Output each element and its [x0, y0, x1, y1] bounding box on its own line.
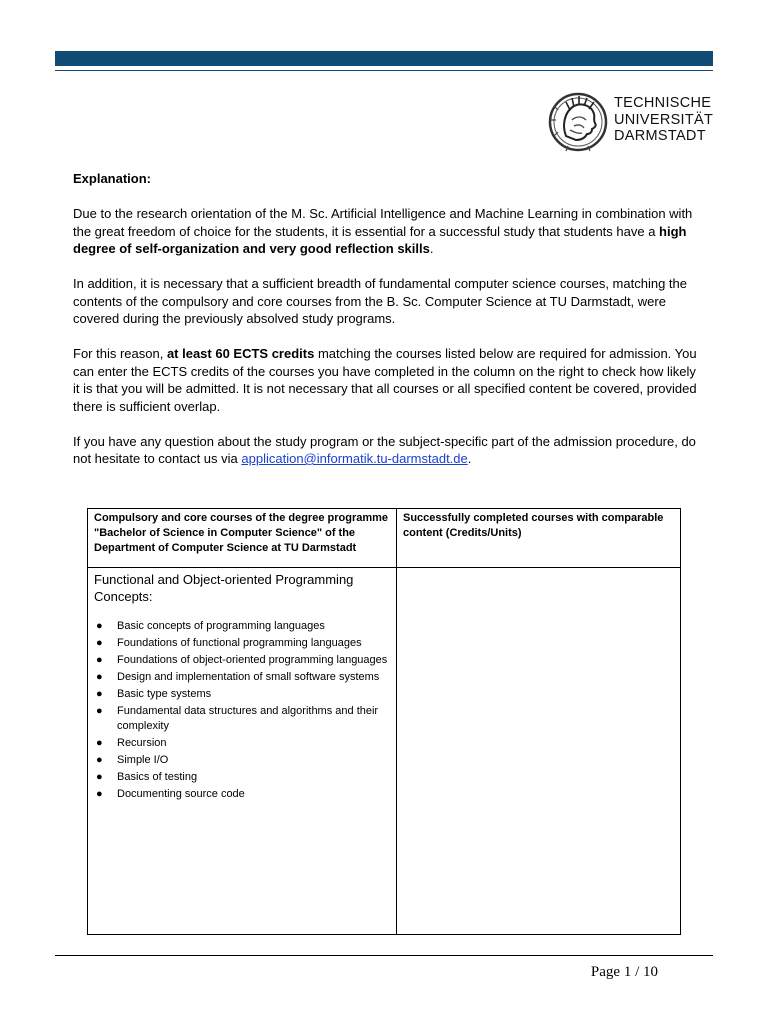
header-bar	[55, 51, 713, 66]
completed-courses-cell[interactable]	[397, 568, 681, 935]
list-item: ● Foundations of object-oriented programming languages	[96, 654, 388, 666]
university-logo	[548, 90, 718, 154]
paragraph-fundamental-courses: In addition, it is necessary that a sufficient breadth of fundamental computer science courses, matching the contents of the compulsory and core courses from the B. Sc. Computer Science at TU Darmstadt, were covered during the previously absolved study programs.	[73, 276, 687, 326]
logo-line-1: TECHNISCHE	[614, 95, 712, 111]
emphasis-self-organization: high degree of self-organization and very good reflection skills	[73, 223, 687, 256]
emphasis-ects-credits: at least 60 ECTS credits	[166, 346, 315, 361]
bullet-icon: ●	[96, 737, 103, 749]
header-completed-courses: Successfully completed courses with comparable content (Credits/Units)	[397, 509, 681, 568]
course-comparison-table	[87, 508, 681, 935]
course-content-cell	[88, 568, 397, 935]
bullet-icon: ●	[96, 620, 103, 632]
footer-rule	[55, 955, 713, 956]
explanation-heading: Explanation:	[73, 171, 152, 186]
list-item: ● Fundamental data structures and algorithms and their complexity	[96, 705, 379, 732]
list-item: ● Documenting source code	[96, 788, 245, 800]
logo-line-2: UNIVERSITÄT	[614, 111, 714, 128]
explanation-section	[73, 170, 703, 485]
page-number: Page 1 / 10	[590, 964, 658, 980]
bullet-icon: ●	[96, 754, 103, 766]
course-section-title: Functional and Object-oriented Programming Concepts:	[94, 572, 354, 604]
logo-line-3: DARMSTADT	[614, 128, 706, 144]
header-compulsory-courses: Compulsory and core courses of the degree programme "Bachelor of Science in Computer Science" of the Department of Computer Science at TU Darmstadt	[88, 509, 397, 568]
bullet-icon: ●	[96, 671, 103, 683]
list-item: ● Design and implementation of small software systems	[96, 671, 380, 683]
table-row	[88, 568, 681, 935]
list-item: ● Foundations of functional programming languages	[96, 637, 362, 649]
university-name	[614, 95, 713, 145]
contact-email-link[interactable]: application@informatik.tu-darmstadt.de	[241, 451, 468, 466]
bullet-icon: ●	[96, 637, 103, 649]
paragraph-research-orientation: Due to the research orientation of the M. Sc. Artificial Intelligence and Machine Learning in combination with the great freedom of choice for the students, it is essential for a successful study that students have a high degree of self-organization and very good reflection skills.	[73, 206, 693, 256]
paragraph-contact: If you have any question about the study program or the subject-specific part of the admission procedure, do not hesitate to contact us via application@informatik.tu-darmstadt.de.	[73, 433, 696, 466]
list-item: ● Basic type systems	[96, 688, 212, 700]
table-header-row	[88, 509, 681, 568]
paragraph-ects-requirement: For this reason, at least 60 ECTS credits matching the courses listed below are required for admission. You can enter the ECTS credits of the courses you have completed in the column on the right to check how likely it is that you will be admitted. It is not necessary that all courses or all specified content be covered, provided there is sufficient overlap.	[73, 346, 697, 414]
bullet-icon: ●	[96, 688, 103, 700]
bullet-icon: ●	[96, 788, 103, 800]
bullet-icon: ●	[96, 654, 103, 666]
bullet-icon: ●	[96, 705, 103, 717]
athena-seal-icon	[548, 90, 610, 154]
list-item: ● Recursion	[96, 737, 167, 749]
list-item: ● Simple I/O	[96, 754, 169, 766]
header-rule	[55, 70, 713, 71]
topic-list	[94, 619, 390, 802]
bullet-icon: ●	[96, 771, 103, 783]
list-item: ● Basic concepts of programming languages	[96, 620, 325, 632]
list-item: ● Basics of testing	[96, 771, 198, 783]
